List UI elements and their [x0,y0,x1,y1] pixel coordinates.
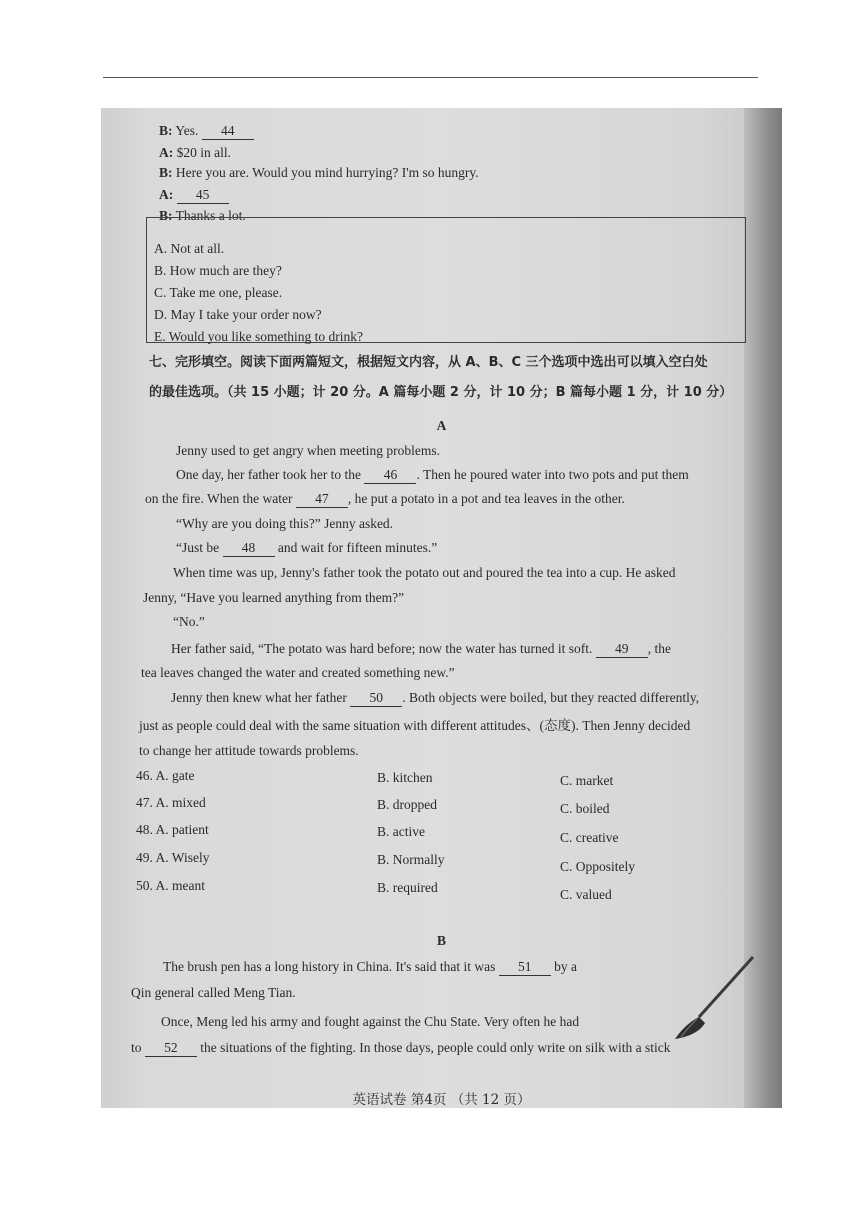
exam-page-photo [101,108,782,1108]
text: , he put a potato in a pot and tea leaves in the other. [347,491,625,506]
choice-46-b: B. kitchen [377,770,433,785]
header-rule [103,77,758,78]
text: , the [647,641,671,656]
choice-48-c: C. creative [560,830,619,845]
text: . Both objects were boiled, but they reacted differently, [402,690,700,705]
passage-b-line: Qin general called Meng Tian. [131,985,296,1000]
blank-47: 47 [296,490,348,508]
dialogue-text: Yes. [175,123,199,138]
passage-a-line: “Why are you doing this?” Jenny asked. [176,516,394,531]
blank-46: 46 [364,466,416,484]
choice-48-a: 48. A. patient [136,822,209,837]
passage-b-line [163,958,577,976]
passage-a-line: “No.” [173,614,205,629]
passage-a-heading: A [436,418,447,433]
page-footer: 英语试卷 第4页 （共 12 页） [352,1092,531,1108]
passage-a-line: to change her attitude towards problems. [139,743,359,758]
speaker: B: [159,208,173,223]
passage-a-line [171,689,699,707]
blank-51: 51 [499,958,551,976]
passage-a-line: When time was up, Jenny's father took the potato out and poured the tea into a cup. He asked [173,565,676,580]
dialogue-text: Thanks a lot. [175,208,246,223]
dialogue-line-3 [159,164,479,181]
passage-a-line: tea leaves changed the water and created something new.” [141,665,455,680]
passage-a-line: just as people could deal with the same situation with different attitudes、(态度). Then Jenny decided [139,718,691,733]
choice-49-c: C. Oppositely [560,859,636,874]
dialogue-text: Here you are. Would you mind hurrying? I'm so hungry. [175,165,479,180]
choice-49-b: B. Normally [377,852,445,867]
passage-b-line: Once, Meng led his army and fought against the Chu State. Very often he had [161,1014,580,1029]
section-instruction-line-1: 七、完形填空。阅读下面两篇短文，根据短文内容，从 A、B、C 三个选项中选出可以填入空白处 [149,355,708,370]
passage-a-line: Jenny used to get angry when meeting problems. [176,443,440,458]
passage-b-line [131,1039,670,1057]
passage-a-line: Jenny, “Have you learned anything from them?” [143,590,405,605]
choice-50-b: B. required [377,880,438,895]
text: Jenny then knew what her father [171,690,347,705]
choice-46-c: C. market [560,773,614,788]
blank-44: 44 [202,122,254,140]
option-a: A. Not at all. [154,241,225,256]
passage-a-line [171,640,671,658]
dialogue-text: $20 in all. [176,145,231,160]
text: by a [554,959,578,974]
text: the situations of the fighting. In those days, people could only write on silk with a stick [200,1040,671,1055]
speaker: B: [159,123,173,138]
blank-50: 50 [350,689,402,707]
dialogue-line-2 [159,144,231,161]
option-e: E. Would you like something to drink? [154,329,364,344]
blank-45: 45 [177,186,229,204]
choice-50-c: C. valued [560,887,612,902]
choice-47-c: C. boiled [560,801,610,816]
speaker: B: [159,165,173,180]
option-d: D. May I take your order now? [154,307,322,322]
choice-47-b: B. dropped [377,797,437,812]
text: One day, her father took her to the [176,467,362,482]
brush-pen-icon [669,953,759,1043]
dialogue-line-4 [159,186,229,204]
section-instruction-line-2: 的最佳选项。（共 15 小题；计 20 分。A 篇每小题 2 分，计 10 分；B 篇每小题 1 分，计 10 分） [149,385,733,400]
text: “Just be [176,540,220,555]
text: and wait for fifteen minutes.” [277,540,438,555]
blank-48: 48 [223,539,275,557]
speaker: A: [159,145,174,160]
choice-46-a: 46. A. gate [136,768,195,783]
speaker: A: [159,187,174,202]
dialogue-line-1 [159,122,254,140]
passage-a-line [176,539,437,557]
passage-a-line [145,490,625,508]
choice-50-a: 50. A. meant [136,878,205,893]
text: to [131,1040,142,1055]
text: The brush pen has a long history in China. It's said that it was [163,959,496,974]
text: on the fire. When the water [145,491,293,506]
blank-52: 52 [145,1039,197,1057]
passage-b-heading: B [436,933,446,948]
text: Her father said, “The potato was hard before; now the water has turned it soft. [171,641,593,656]
passage-a-line [176,466,689,484]
choice-49-a: 49. A. Wisely [136,850,210,865]
option-c: C. Take me one, please. [154,285,283,300]
option-b: B. How much are they? [154,263,282,278]
choice-47-a: 47. A. mixed [136,795,206,810]
choice-48-b: B. active [377,824,425,839]
text: . Then he poured water into two pots and put them [416,467,689,482]
options-box [146,217,746,343]
blank-49: 49 [596,640,648,658]
